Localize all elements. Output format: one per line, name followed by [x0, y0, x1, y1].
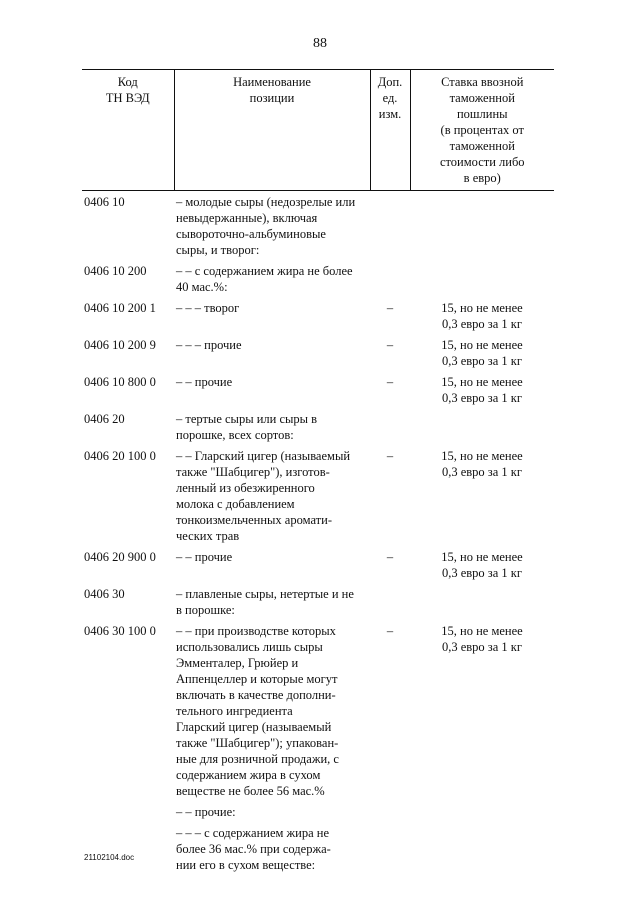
row-rate	[410, 191, 554, 264]
row-unit	[370, 411, 410, 448]
row-code: 0406 10	[84, 195, 125, 209]
table-row	[82, 300, 554, 337]
row-code: 0406 10 200	[84, 264, 147, 278]
row-unit	[370, 263, 410, 300]
table-row	[82, 549, 554, 586]
row-code: 0406 20	[84, 412, 125, 426]
table-row	[82, 191, 554, 264]
row-name: – молодые сыры (недозрелые или невыдержанные), включая сывороточно-альбуминовые сыры, и творог:	[176, 195, 356, 257]
row-rate: 15, но не менее 0,3 евро за 1 кг	[441, 449, 523, 479]
table-row	[82, 263, 554, 300]
row-unit: –	[386, 375, 394, 389]
row-unit: –	[386, 550, 394, 564]
row-unit: –	[386, 301, 394, 315]
row-unit	[370, 804, 410, 825]
row-rate: 15, но не менее 0,3 евро за 1 кг	[441, 338, 523, 368]
page-number: 88	[313, 36, 327, 51]
row-rate	[410, 586, 554, 623]
table-row	[82, 411, 554, 448]
row-name: – – прочие:	[176, 805, 236, 819]
row-code: 0406 20 900 0	[84, 550, 156, 564]
row-code	[82, 804, 174, 825]
row-rate	[410, 804, 554, 825]
row-code: 0406 10 800 0	[84, 375, 156, 389]
header-code: Код ТН ВЭД	[82, 70, 174, 191]
table-row	[82, 825, 554, 878]
header-unit: Доп. ед. изм.	[370, 70, 410, 191]
row-name: – – с содержанием жира не более 40 мас.%:	[176, 264, 353, 294]
footer-filename: 21102104.doc	[84, 853, 135, 862]
header-rate: Ставка ввозной таможенной пошлины (в процентах от таможенной стоимости либо в евро)	[410, 70, 554, 191]
row-unit: –	[386, 624, 394, 638]
row-unit: –	[386, 449, 394, 463]
table-body	[82, 191, 554, 879]
table-row	[82, 586, 554, 623]
row-code: 0406 30	[84, 587, 125, 601]
row-rate: 15, но не менее 0,3 евро за 1 кг	[441, 624, 523, 654]
row-name: – – Гларский цигер (называемый также "Шабцигер"), изготов- ленный из обезжиренного молока с добавлением тонкоизмельченных аромати- ческих трав	[176, 449, 351, 543]
row-rate	[410, 411, 554, 448]
row-name: – – – прочие	[176, 338, 242, 352]
row-rate: 15, но не менее 0,3 евро за 1 кг	[441, 301, 523, 331]
row-rate: 15, но не менее 0,3 евро за 1 кг	[441, 550, 523, 580]
row-name: – – прочие	[176, 375, 233, 389]
row-name: – – при производстве которых использовались лишь сыры Эмменталер, Грюйер и Аппенцеллер и которые могут включать в качестве дополни- тельного ингредиента Гларский цигер (называемый также "Шабцигер"); упакован- ные для розничной продажи, с содержанием жира в сухом веществе не более 56 мас.%	[176, 624, 339, 798]
row-code: 0406 20 100 0	[84, 449, 156, 463]
table-row	[82, 804, 554, 825]
row-unit	[370, 825, 410, 878]
row-rate	[410, 263, 554, 300]
row-name: – – прочие	[176, 550, 233, 564]
row-unit: –	[386, 338, 394, 352]
row-code	[82, 825, 174, 878]
row-name: – – – с содержанием жира не более 36 мас.% при содержа- нии его в сухом веществе:	[176, 826, 331, 872]
table-row	[82, 623, 554, 804]
row-name: – тертые сыры или сыры в порошке, всех сортов:	[176, 412, 318, 442]
row-rate	[410, 825, 554, 878]
row-unit	[370, 191, 410, 264]
row-name: – плавленые сыры, нетертые и не в порошке:	[176, 587, 354, 617]
row-unit	[370, 586, 410, 623]
header-name: Наименование позиции	[174, 70, 370, 191]
table-row	[82, 448, 554, 549]
table-header-row	[82, 70, 554, 191]
row-name: – – – творог	[176, 301, 240, 315]
row-rate: 15, но не менее 0,3 евро за 1 кг	[441, 375, 523, 405]
table-row	[82, 374, 554, 411]
row-code: 0406 30 100 0	[84, 624, 156, 638]
row-code: 0406 10 200 9	[84, 338, 156, 352]
row-code: 0406 10 200 1	[84, 301, 156, 315]
tariff-table	[82, 69, 554, 878]
table-row	[82, 337, 554, 374]
